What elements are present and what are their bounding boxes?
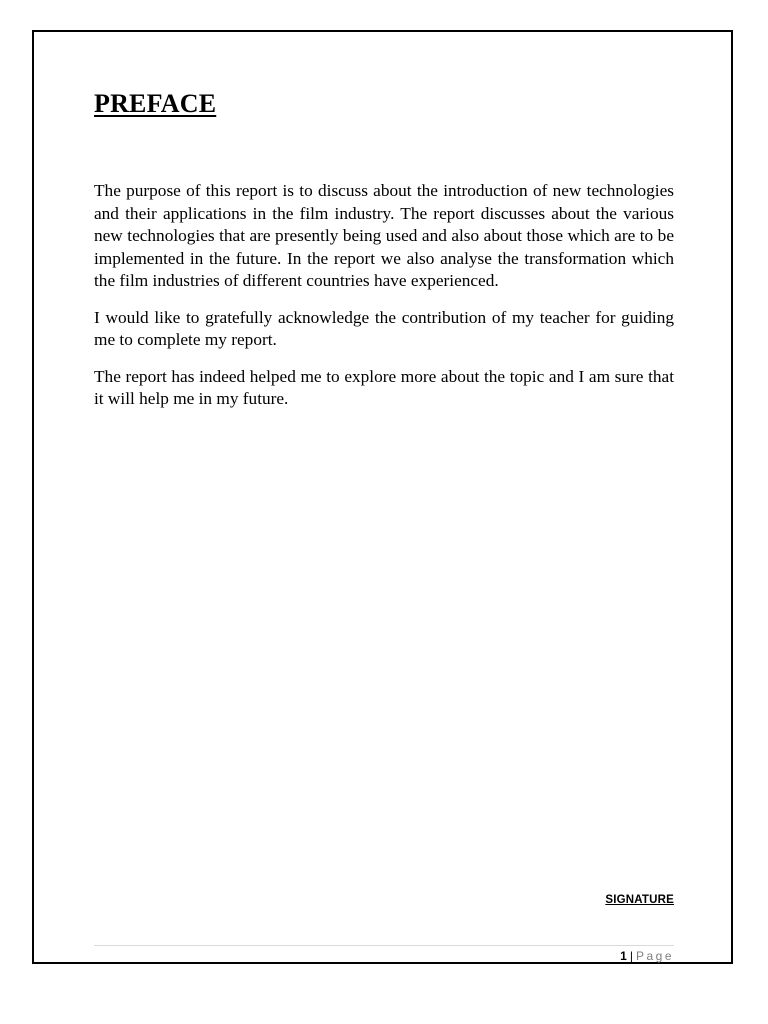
page-footer: [620, 948, 674, 964]
page-border: [32, 30, 733, 964]
page-number: 1: [620, 949, 627, 963]
paragraph-acknowledgement: I would like to gratefully acknowledge the contribution of my teacher for guiding me to complete my report.: [94, 307, 674, 349]
paragraph-purpose: The purpose of this report is to discuss about the introduction of new technologies and their applications in the film industry. The report discusses about the various new technologies that are presently being used and also about those which are to be implemented in the future. In the report we also analyse the transformation which the film industries of different countries have experienced.: [94, 181, 674, 290]
paragraph-closing: The report has indeed helped me to explore more about the topic and I am sure that it will help me in my future.: [94, 366, 674, 408]
signature-label: SIGNATURE: [605, 894, 674, 906]
body-text: [94, 180, 674, 425]
footer-separator: |: [629, 949, 633, 963]
footer-divider: [94, 945, 674, 946]
page-title: PREFACE: [94, 89, 217, 118]
page-label: Page: [635, 949, 674, 963]
